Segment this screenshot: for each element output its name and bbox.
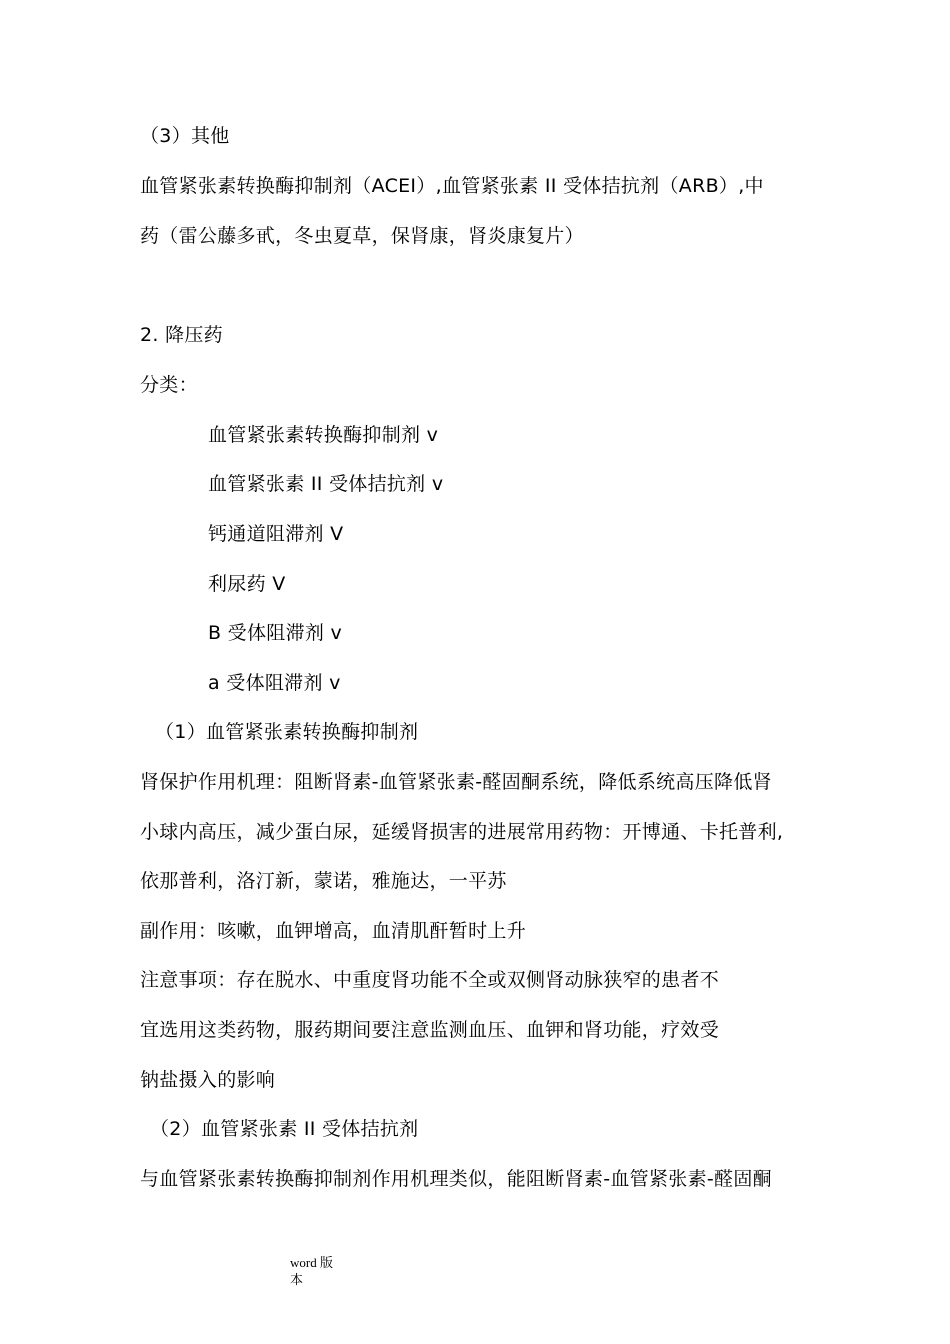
footer-line: word 版 [290, 1255, 333, 1270]
paragraph-line: 钠盐摄入的影响 [140, 1069, 276, 1091]
subheading-arb: （2）血管紧张素 II 受体拮抗剂 [150, 1118, 419, 1140]
list-item: B 受体阻滞剂 v [208, 622, 343, 644]
list-item: 利尿药 V [208, 573, 286, 595]
paragraph-line: 小球内高压，减少蛋白尿，延缓肾损害的进展常用药物：开博通、卡托普利, [140, 821, 784, 843]
paragraph-line: 注意事项：存在脱水、中重度肾功能不全或双侧肾动脉狭窄的患者不 [140, 969, 720, 991]
paragraph-line: 血管紧张素转换酶抑制剂（ACEI）,血管紧张素 II 受体拮抗剂（ARB）,中 [140, 175, 764, 197]
list-item: 钙通道阻滞剂 V [208, 523, 344, 545]
paragraph-line: 宜选用这类药物，服药期间要注意监测血压、血钾和肾功能，疗效受 [140, 1019, 720, 1041]
subheading-others: （3）其他 [140, 125, 230, 147]
paragraph-line: 药（雷公藤多甙，冬虫夏草，保肾康，肾炎康复片） [140, 225, 584, 247]
paragraph-line: 依那普利，洛汀新，蒙诺，雅施达，一平苏 [140, 870, 507, 892]
classification-label: 分类： [140, 374, 198, 396]
list-item: a 受体阻滞剂 v [208, 672, 341, 694]
paragraph-line: 副作用：咳嗽，血钾增高，血清肌酐暂时上升 [140, 920, 527, 942]
subheading-acei: （1）血管紧张素转换酶抑制剂 [155, 721, 419, 743]
paragraph-line: 肾保护作用机理：阻断肾素-血管紧张素-醛固酮系统，降低系统高压降低肾 [140, 771, 772, 793]
list-item: 血管紧张素转换酶抑制剂 v [208, 424, 439, 446]
list-item: 血管紧张素 II 受体拮抗剂 v [208, 473, 444, 495]
page-footer [290, 1254, 350, 1288]
footer-line: 本 [290, 1272, 304, 1287]
paragraph-line: 与血管紧张素转换酶抑制剂作用机理类似，能阻断肾素-血管紧张素-醛固酮 [140, 1168, 772, 1190]
section-heading-antihypertensive: 2. 降压药 [140, 324, 223, 346]
